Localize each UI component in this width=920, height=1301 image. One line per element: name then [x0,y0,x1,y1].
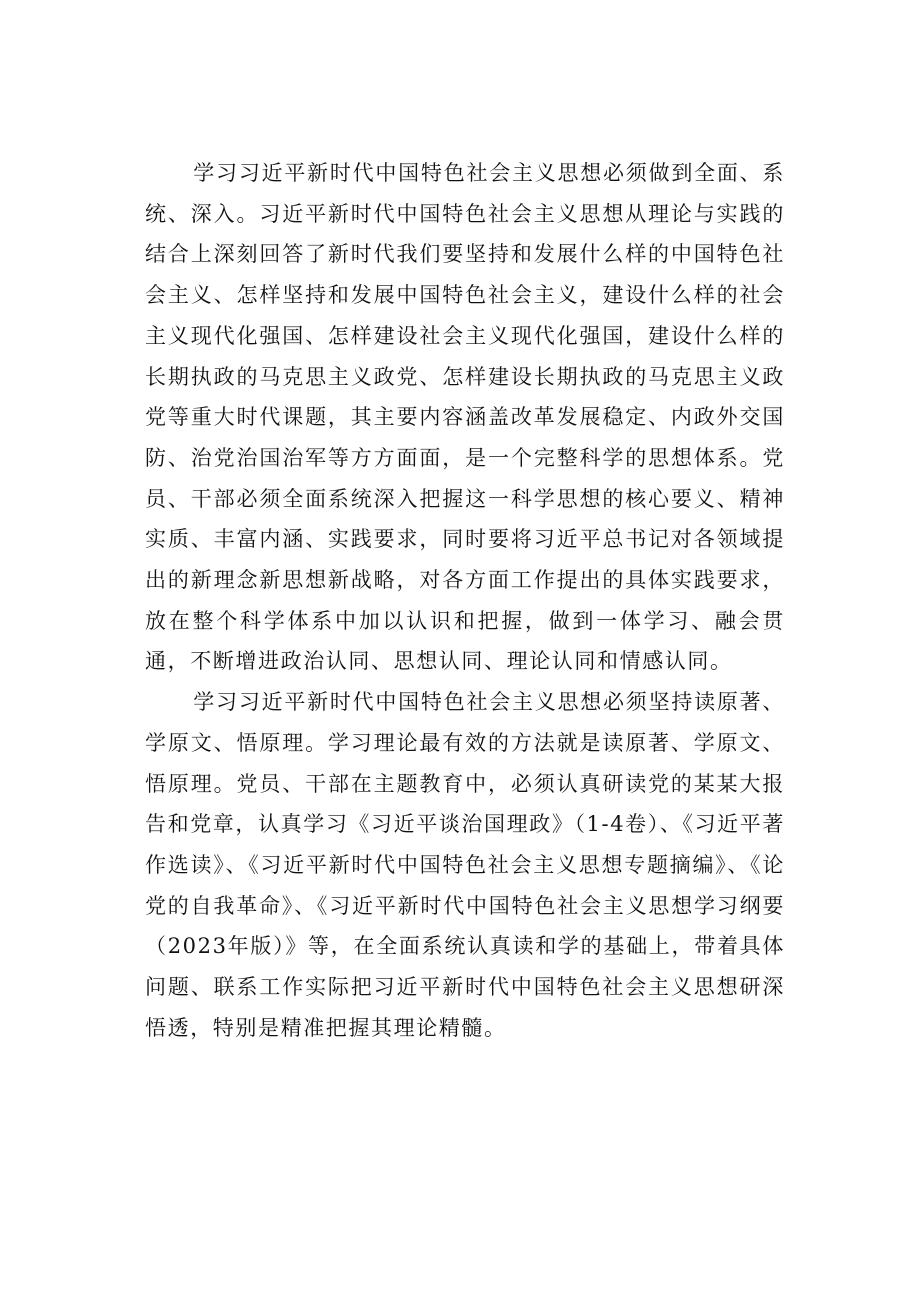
document-body [145,153,785,1048]
paragraph-1: 学习习近平新时代中国特色社会主义思想必须做到全面、系统、深入。习近平新时代中国特色社会主义思想从理论与实践的结合上深刻回答了新时代我们要坚持和发展什么样的中国特色社会主义、怎样坚持和发展中国特色社会主义，建设什么样的社会主义现代化强国、怎样建设社会主义现代化强国，建设什么样的长期执政的马克思主义政党、怎样建设长期执政的马克思主义政党等重大时代课题，其主要内容涵盖改革发展稳定、内政外交国防、治党治国治军等方方面面，是一个完整科学的思想体系。党员、干部必须全面系统深入把握这一科学思想的核心要义、精神实质、丰富内涵、实践要求，同时要将习近平总书记对各领域提出的新理念新思想新战略，对各方面工作提出的具体实践要求，放在整个科学体系中加以认识和把握，做到一体学习、融会贯通，不断增进政治认同、思想认同、理论认同和情感认同。 [145,161,785,674]
paragraph-2: 学习习近平新时代中国特色社会主义思想必须坚持读原著、学原文、悟原理。学习理论最有效的方法就是读原著、学原文、悟原理。党员、干部在主题教育中，必须认真研读党的某某大报告和党章，认真学习《习近平谈治国理政》（1-4卷）、《习近平著作选读》、《习近平新时代中国特色社会主义思想专题摘编》、《论党的自我革命》、《习近平新时代中国特色社会主义思想学习纲要（2023年版）》等，在全面系统认真读和学的基础上，带着具体问题、联系工作实际把习近平新时代中国特色社会主义思想研深悟透，特别是精准把握其理论精髓。 [145,690,785,1040]
